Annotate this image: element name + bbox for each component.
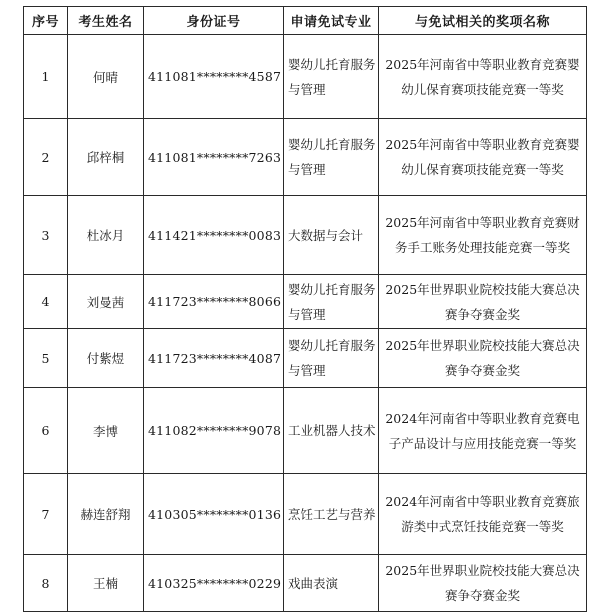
cell-id-number: 411421********0083 — [144, 196, 284, 275]
cell-id-number: 411081********4587 — [144, 35, 284, 119]
cell-index: 4 — [24, 275, 68, 329]
header-id-number: 身份证号 — [144, 7, 284, 35]
header-award: 与免试相关的奖项名称 — [379, 7, 587, 35]
cell-major: 大数据与会计 — [284, 196, 379, 275]
cell-index: 3 — [24, 196, 68, 275]
table-body — [24, 35, 587, 612]
cell-award: 2025年世界职业院校技能大赛总决赛争夺赛金奖 — [379, 275, 587, 329]
table-row — [24, 119, 587, 196]
cell-id-number: 410305********0136 — [144, 474, 284, 555]
cell-index: 5 — [24, 329, 68, 388]
cell-index: 7 — [24, 474, 68, 555]
cell-award: 2025年河南省中等职业教育竞赛婴幼儿保育赛项技能竞赛一等奖 — [379, 35, 587, 119]
cell-major: 戏曲表演 — [284, 555, 379, 612]
table-row — [24, 35, 587, 119]
cell-award: 2025年世界职业院校技能大赛总决赛争夺赛金奖 — [379, 555, 587, 612]
cell-award: 2025年世界职业院校技能大赛总决赛争夺赛金奖 — [379, 329, 587, 388]
cell-index: 1 — [24, 35, 68, 119]
cell-major: 婴幼儿托育服务与管理 — [284, 119, 379, 196]
table-header-row — [24, 7, 587, 35]
exemption-list-table — [23, 6, 587, 612]
cell-major: 婴幼儿托育服务与管理 — [284, 329, 379, 388]
table-row — [24, 275, 587, 329]
cell-name: 杜冰月 — [68, 196, 144, 275]
header-name: 考生姓名 — [68, 7, 144, 35]
cell-award: 2025年河南省中等职业教育竞赛婴幼儿保育赛项技能竞赛一等奖 — [379, 119, 587, 196]
table-row — [24, 388, 587, 474]
table-row — [24, 196, 587, 275]
table-row — [24, 329, 587, 388]
cell-index: 6 — [24, 388, 68, 474]
cell-name: 邱梓桐 — [68, 119, 144, 196]
table-row — [24, 474, 587, 555]
cell-index: 8 — [24, 555, 68, 612]
cell-name: 赫连舒翔 — [68, 474, 144, 555]
cell-major: 工业机器人技术 — [284, 388, 379, 474]
cell-id-number: 411723********4087 — [144, 329, 284, 388]
cell-major: 婴幼儿托育服务与管理 — [284, 275, 379, 329]
cell-id-number: 411082********9078 — [144, 388, 284, 474]
cell-major: 烹饪工艺与营养 — [284, 474, 379, 555]
cell-award: 2024年河南省中等职业教育竞赛电子产品设计与应用技能竞赛一等奖 — [379, 388, 587, 474]
cell-name: 何晴 — [68, 35, 144, 119]
cell-id-number: 411723********8066 — [144, 275, 284, 329]
cell-award: 2025年河南省中等职业教育竞赛财务手工账务处理技能竞赛一等奖 — [379, 196, 587, 275]
cell-id-number: 411081********7263 — [144, 119, 284, 196]
cell-id-number: 410325********0229 — [144, 555, 284, 612]
header-index: 序号 — [24, 7, 68, 35]
cell-name: 刘曼茜 — [68, 275, 144, 329]
cell-name: 李博 — [68, 388, 144, 474]
table-row — [24, 555, 587, 612]
cell-name: 王楠 — [68, 555, 144, 612]
cell-name: 付紫煜 — [68, 329, 144, 388]
cell-index: 2 — [24, 119, 68, 196]
cell-major: 婴幼儿托育服务与管理 — [284, 35, 379, 119]
header-major: 申请免试专业 — [284, 7, 379, 35]
cell-award: 2024年河南省中等职业教育竞赛旅游类中式烹饪技能竞赛一等奖 — [379, 474, 587, 555]
